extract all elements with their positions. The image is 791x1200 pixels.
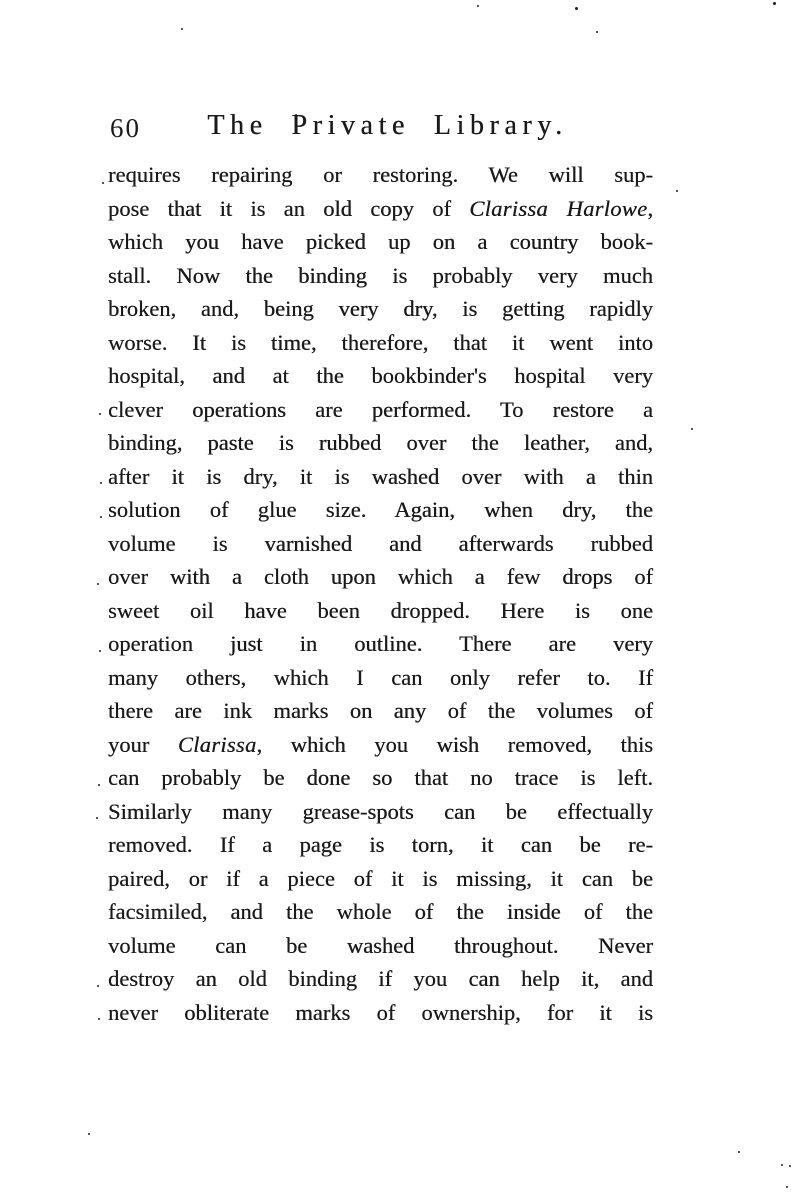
scan-speck <box>738 1151 740 1153</box>
scan-speck <box>98 784 100 786</box>
text-line: after it is dry, it is washed over with a thin <box>108 463 653 489</box>
text-line: never obliterate marks of ownership, for it is <box>108 999 653 1025</box>
text-line: requires repairing or restoring. We will sup- <box>108 162 653 187</box>
page-header <box>108 110 653 146</box>
text-line: volume can be washed throughout. Never <box>108 932 653 958</box>
text-line: destroy an old binding if you can help it, and <box>108 966 653 991</box>
scan-speck <box>96 817 98 819</box>
page-number: 60 <box>110 113 141 143</box>
text-line: operation just in outline. There are very <box>108 631 653 656</box>
scan-speck <box>575 7 578 10</box>
scan-speck <box>102 182 104 184</box>
text-line: your Clarissa, which you wish removed, this <box>108 731 654 757</box>
text-line: there are ink marks on any of the volumes of <box>108 698 653 723</box>
scan-speck <box>98 1018 100 1020</box>
text-line: facsimiled, and the whole of the inside of the <box>108 899 653 924</box>
text-line: many others, which I can only refer to. If <box>108 664 653 690</box>
text-line: clever operations are performed. To restore a <box>108 396 653 422</box>
text-line: can probably be done so that no trace is left. <box>108 765 653 790</box>
scan-speck <box>691 428 693 430</box>
scan-speck <box>477 5 479 7</box>
text-line: paired, or if a piece of it is missing, it can be <box>108 865 653 891</box>
running-title: The Private Library. <box>207 110 568 141</box>
text-line: removed. If a page is torn, it can be re- <box>108 832 653 857</box>
page-text <box>108 158 653 1029</box>
scan-speck <box>88 1133 90 1135</box>
text-line: Similarly many grease-spots can be effectually <box>108 798 653 824</box>
text-line: volume is varnished and afterwards rubbed <box>108 530 653 556</box>
text-line: broken, and, being very dry, is getting rapidly <box>108 296 653 321</box>
scan-speck <box>181 28 183 30</box>
scan-speck <box>676 190 678 192</box>
text-line: stall. Now the binding is probably very much <box>108 262 653 288</box>
scan-speck <box>100 516 102 518</box>
text-line: which you have picked up on a country book- <box>108 229 653 254</box>
scan-speck <box>596 31 598 33</box>
text-line: sweet oil have been dropped. Here is one <box>108 597 653 623</box>
scan-speck <box>781 1164 783 1166</box>
text-line: over with a cloth upon which a few drops of <box>108 564 653 589</box>
text-line: binding, paste is rubbed over the leather, and, <box>108 430 653 455</box>
text-line: worse. It is time, therefore, that it went into <box>108 329 653 355</box>
text-line: pose that it is an old copy of Clarissa Harlowe, <box>108 195 654 221</box>
scan-speck <box>100 482 102 484</box>
scan-speck <box>99 413 101 415</box>
scan-speck <box>99 650 101 652</box>
scan-speck <box>786 1186 788 1188</box>
text-line: solution of glue size. Again, when dry, the <box>108 497 653 522</box>
scan-speck <box>97 985 99 987</box>
scan-speck <box>773 2 776 5</box>
text-line: hospital, and at the bookbinder's hospital very <box>108 363 653 388</box>
scan-speck <box>97 583 99 585</box>
